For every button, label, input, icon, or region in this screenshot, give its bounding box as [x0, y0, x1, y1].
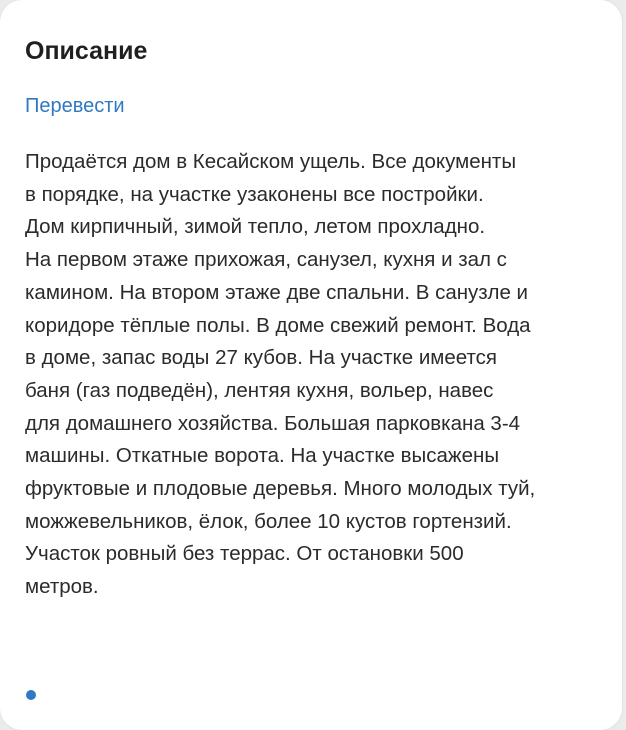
- section-title: Описание: [25, 37, 148, 65]
- description-line: для домашнего хозяйства. Большая парковкана 3-4: [25, 411, 521, 435]
- description-line: фруктовые и плодовые деревья. Много молодых туй,: [25, 477, 536, 501]
- description-line: Продаётся дом в Кесайском ущель. Все документы: [25, 150, 517, 173]
- description-text: [25, 146, 615, 604]
- description-line: машины. Откатные ворота. На участке высажены: [25, 444, 500, 468]
- description-line: в порядке, на участке узаконены все постройки.: [25, 182, 484, 206]
- description-line: На первом этаже прихожая, санузел, кухня и зал с: [25, 248, 507, 272]
- description-line: в доме, запас воды 27 кубов. На участке имеется: [25, 346, 498, 370]
- cut-off-link-edge: [26, 690, 36, 700]
- description-line: Участок ровный без террас. От остановки 500: [25, 542, 464, 566]
- translate-link[interactable]: Перевести: [25, 95, 125, 117]
- description-line: камином. На втором этаже две спальни. В санузле и: [25, 280, 528, 304]
- description-line: можжевельников, ёлок, более 10 кустов гортензий.: [25, 509, 512, 533]
- description-line: Дом кирпичный, зимой тепло, летом прохладно.: [25, 215, 486, 239]
- description-line: баня (газ подведён), лентяя кухня, вольер, навес: [25, 378, 494, 402]
- description-line: коридоре тёплые полы. В доме свежий ремонт. Вода: [25, 313, 531, 337]
- description-line: метров.: [25, 575, 99, 599]
